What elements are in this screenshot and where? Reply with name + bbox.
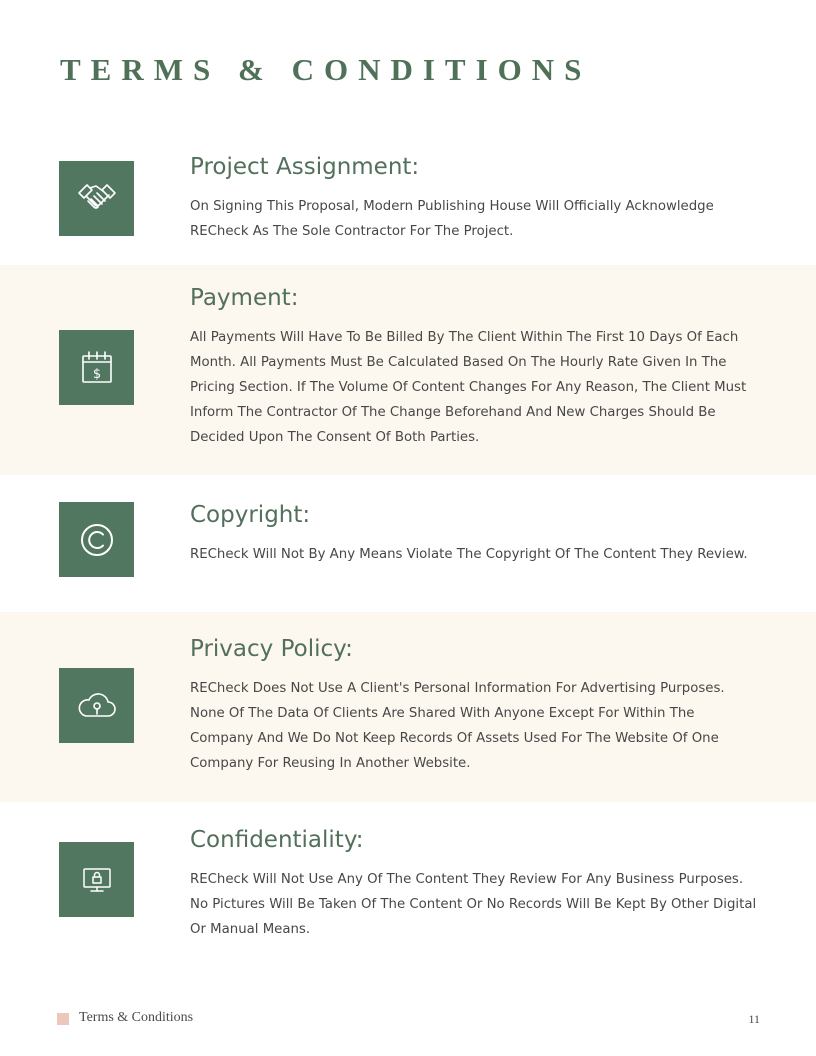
section-confidentiality xyxy=(0,803,816,963)
footer-label: Terms & Conditions xyxy=(79,1010,194,1025)
section-heading: Privacy Policy: xyxy=(190,636,353,662)
section-privacy-policy xyxy=(0,612,816,802)
section-body: RECheck Will Not Use Any Of The Content They Review For Any Business Purposes. No Pictures Will Be Taken Of The Content Or No Records Will Be Kept By Other Digital Or Manual Means. xyxy=(190,872,757,937)
cloud-lock-icon xyxy=(59,668,134,743)
section-copyright xyxy=(0,476,816,611)
section-project-assignment xyxy=(0,130,816,264)
section-payment xyxy=(0,265,816,475)
section-body: RECheck Will Not By Any Means Violate The Copyright Of The Content They Review. xyxy=(190,547,748,562)
svg-text:$: $ xyxy=(92,366,101,382)
section-body: RECheck Does Not Use A Client's Personal Information For Advertising Purposes. None Of The Data Of Clients Are Shared With Anyone Except For Within The Company And We Do Not Keep Records Of Assets Used For The Website Of One Company For Reusing In Another Website. xyxy=(190,681,725,771)
section-heading: Confidentiality: xyxy=(190,827,364,853)
page-title: TERMS & CONDITIONS xyxy=(60,52,592,87)
section-heading: Payment: xyxy=(190,285,299,311)
monitor-lock-icon xyxy=(59,842,134,917)
footer-square-marker xyxy=(57,1013,69,1025)
section-heading: Project Assignment: xyxy=(190,154,420,180)
section-heading: Copyright: xyxy=(190,502,311,528)
page-number: 11 xyxy=(748,1012,760,1026)
calendar-dollar-icon xyxy=(59,330,134,405)
handshake-icon xyxy=(59,161,134,236)
section-body: All Payments Will Have To Be Billed By The Client Within The First 10 Days Of Each Month. All Payments Must Be Calculated Based On The Hourly Rate Given In The Pricing Section. If The Volume Of Content Changes For Any Reason, The Client Must Inform The Contractor Of The Change Beforehand And New Charges Should Be Decided Upon The Consent Of Both Parties. xyxy=(190,330,747,445)
copyright-icon xyxy=(59,502,134,577)
section-body: On Signing This Proposal, Modern Publishing House Will Officially Acknowledge RECheck As The Sole Contractor For The Project. xyxy=(190,199,714,239)
